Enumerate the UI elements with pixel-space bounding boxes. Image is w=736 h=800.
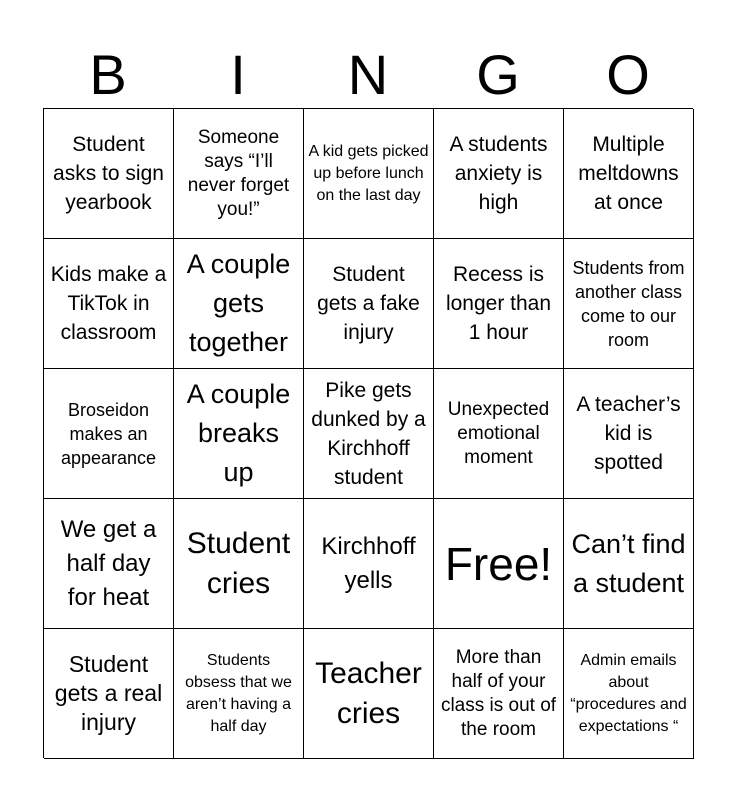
cell-text: Student cries bbox=[186, 526, 291, 600]
cell-text: A students anxiety is high bbox=[449, 133, 548, 214]
cell-text: Students obsess that we aren’t having a half day bbox=[185, 651, 292, 735]
bingo-cell-r3c3[interactable] bbox=[304, 369, 434, 499]
bingo-cell-r5c4[interactable] bbox=[434, 629, 564, 759]
bingo-cell-r3c2[interactable] bbox=[174, 369, 304, 499]
bingo-cell-free[interactable] bbox=[434, 499, 564, 629]
cell-text: Broseidon makes an appearance bbox=[60, 399, 157, 468]
header-letter-o: O bbox=[606, 43, 650, 106]
cell-text: Pike gets dunked by a Kirchhoff student bbox=[311, 378, 426, 489]
cell-text: Student gets a fake injury bbox=[317, 263, 420, 344]
cell-text: Multiple meltdowns at once bbox=[578, 133, 679, 214]
bingo-cell-r4c3[interactable] bbox=[304, 499, 434, 629]
bingo-cell-r1c3[interactable] bbox=[304, 109, 434, 239]
bingo-cell-r2c4[interactable] bbox=[434, 239, 564, 369]
bingo-cell-r3c1[interactable] bbox=[44, 369, 174, 499]
cell-text: A kid gets picked up before lunch on the last day bbox=[308, 142, 429, 204]
bingo-cell-r3c4[interactable] bbox=[434, 369, 564, 499]
cell-text: Unexpected emotional moment bbox=[447, 398, 550, 468]
cell-text: Kids make a TikTok in classroom bbox=[50, 263, 167, 344]
bingo-cell-r2c3[interactable] bbox=[304, 239, 434, 369]
header-letter-i: I bbox=[230, 43, 246, 106]
bingo-header bbox=[43, 40, 693, 108]
cell-text: Student gets a real injury bbox=[54, 651, 163, 735]
bingo-cell-r1c1[interactable] bbox=[44, 109, 174, 239]
bingo-cell-r2c5[interactable] bbox=[564, 239, 694, 369]
header-letter-g: G bbox=[476, 43, 520, 106]
header-letter-b: B bbox=[89, 43, 127, 106]
cell-text: More than half of your class is out of the room bbox=[440, 646, 557, 740]
bingo-cell-r5c1[interactable] bbox=[44, 629, 174, 759]
bingo-cell-r5c2[interactable] bbox=[174, 629, 304, 759]
bingo-cell-r4c5[interactable] bbox=[564, 499, 694, 629]
bingo-cell-r4c2[interactable] bbox=[174, 499, 304, 629]
bingo-cell-r1c2[interactable] bbox=[174, 109, 304, 239]
bingo-cell-r4c1[interactable] bbox=[44, 499, 174, 629]
cell-text: A teacher’s kid is spotted bbox=[576, 393, 681, 474]
bingo-cell-r3c5[interactable] bbox=[564, 369, 694, 499]
cell-text: Admin emails about “procedures and expectations “ bbox=[570, 651, 687, 735]
bingo-cell-r2c1[interactable] bbox=[44, 239, 174, 369]
bingo-cell-r1c5[interactable] bbox=[564, 109, 694, 239]
cell-text: Student asks to sign yearbook bbox=[53, 133, 164, 214]
cell-text: Teacher cries bbox=[315, 656, 422, 730]
cell-text: Recess is longer than 1 hour bbox=[445, 263, 552, 344]
cell-text: A couple breaks up bbox=[186, 379, 291, 487]
bingo-board bbox=[43, 108, 693, 758]
cell-text: Can’t find a student bbox=[571, 528, 686, 598]
free-space-text: Free! bbox=[444, 537, 553, 590]
bingo-cell-r5c3[interactable] bbox=[304, 629, 434, 759]
cell-text: Someone says “I’ll never forget you!” bbox=[187, 126, 290, 220]
bingo-cell-r2c2[interactable] bbox=[174, 239, 304, 369]
cell-text: A couple gets together bbox=[186, 249, 291, 357]
header-letter-n: N bbox=[347, 43, 389, 106]
bingo-cell-r1c4[interactable] bbox=[434, 109, 564, 239]
bingo-cell-r5c5[interactable] bbox=[564, 629, 694, 759]
cell-text: Students from another class come to our room bbox=[572, 257, 685, 350]
cell-text: We get a half day for heat bbox=[60, 515, 157, 611]
cell-text: Kirchhoff yells bbox=[321, 532, 416, 594]
